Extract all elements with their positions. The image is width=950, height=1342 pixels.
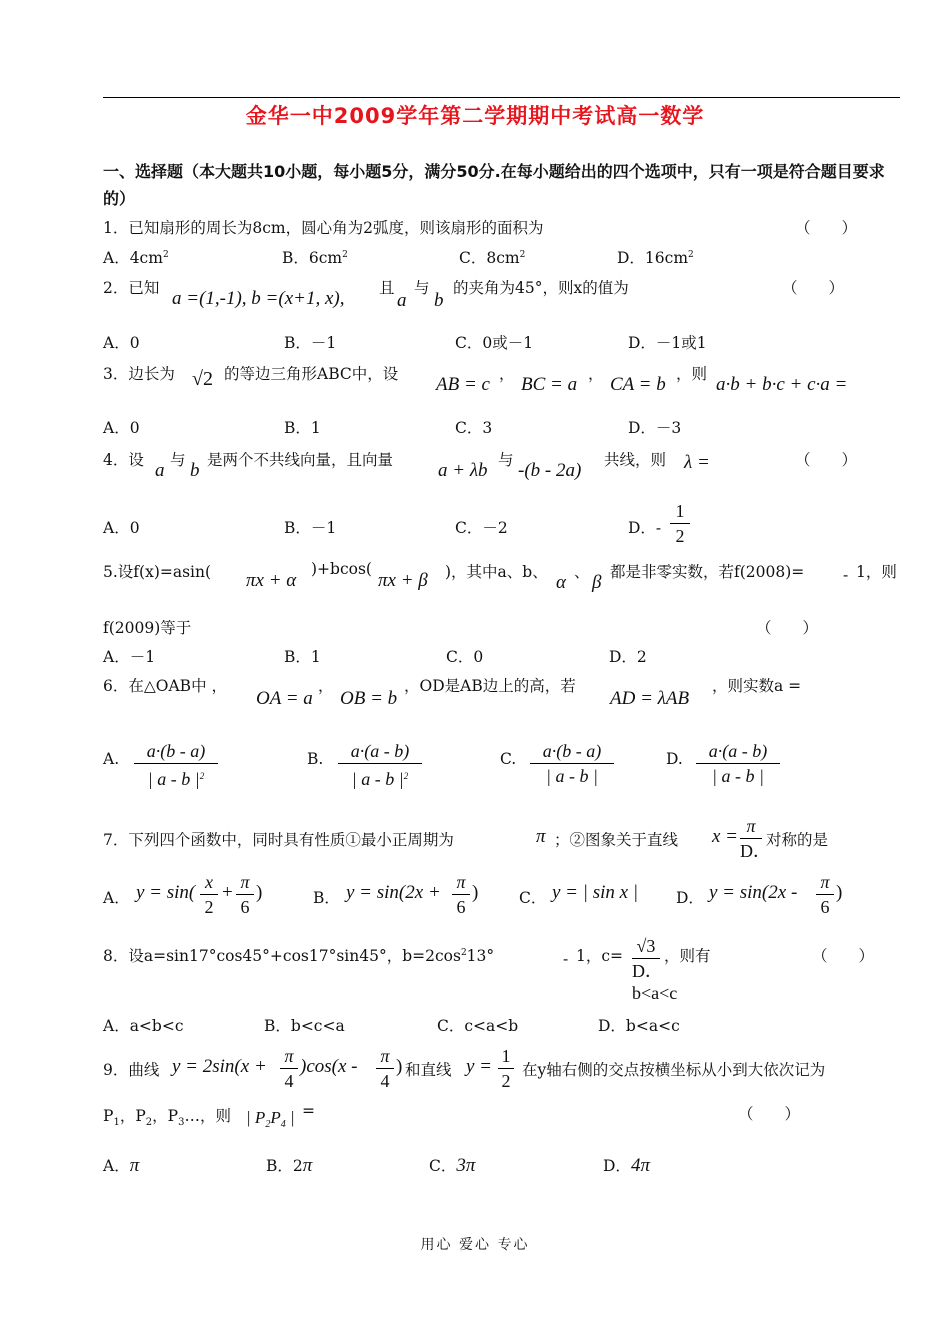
question-4-mid: 是两个不共线向量，且向量	[207, 451, 394, 469]
option-c: C．	[519, 889, 547, 907]
question-5-c: )，其中a、b、	[445, 563, 548, 581]
option-c: C．c<a<b	[437, 1017, 519, 1035]
equation-ad-lambda-ab: AD = λAB	[610, 688, 690, 709]
answer-bracket: （ ）	[738, 1105, 801, 1123]
question-8-stem: 8．设a=sin17°cos45°+cos17°sin45°，$b=2\cos^213^\circ$	[103, 947, 495, 965]
option-c: C.	[500, 750, 517, 768]
option-a-expression: y = sin(	[136, 882, 196, 903]
option-d: D．2	[609, 648, 647, 666]
question-6-post: ，则实数a =	[712, 677, 802, 695]
equals-sign: =	[302, 1102, 315, 1120]
option-d-fraction: a·(a - b) | a - b |	[696, 740, 780, 787]
line-y-equals: y =	[466, 1056, 493, 1077]
question-2-vectors: a =(1,-1), b =(x+1, x),	[172, 288, 345, 309]
comma: ，	[499, 365, 515, 383]
fraction-one-half: 1 2	[670, 500, 690, 547]
vector-a: a	[397, 290, 407, 311]
option-a: A．a<b<c	[103, 1017, 184, 1035]
comma: ，	[588, 365, 604, 383]
option-d: D．	[676, 889, 704, 907]
expression-pi-x-beta: πx + β	[378, 570, 428, 591]
question-9-mid: 和直线	[405, 1061, 452, 1079]
option-b: B.	[307, 750, 324, 768]
equation-bc-a: BC = a	[521, 374, 578, 395]
answer-bracket: （ ）	[782, 279, 845, 297]
question-7-pre: 7．下列四个函数中，同时具有性质①最小正周期为	[103, 831, 454, 849]
question-3-then: ，则	[676, 365, 708, 383]
option-b-fraction: a·(a - b) | a - b $|^2$	[338, 740, 422, 790]
equation-ab-c: AB = c	[436, 374, 490, 395]
question-7-mid: ；②图象关于直线	[554, 831, 679, 849]
expression-pi-x-alpha: πx + α	[246, 570, 297, 591]
question-4-with: 与	[170, 451, 186, 469]
equation-ca-b: CA = b	[610, 374, 666, 395]
question-4-with2: 与	[498, 451, 514, 469]
question-5-line-2: f(2009)等于	[103, 619, 192, 637]
question-5-d: 都是非零实数，若f(2008)=	[610, 563, 805, 581]
points-list: $P_1$，$P_2$，$P_3\dots$，则	[103, 1107, 231, 1128]
fraction-pi-over-6: π 6	[816, 871, 834, 918]
fraction-sqrt3-over-2: √3 D．b<a<c	[632, 936, 678, 1003]
fraction-pi-over-4: π 4	[280, 1045, 298, 1092]
question-2-with: 与	[414, 279, 430, 297]
page-title: 金华一中2009学年第二学期期中考试高一数学	[245, 104, 705, 128]
option-b: B．2π	[266, 1155, 313, 1176]
option-a: A．π	[103, 1155, 140, 1176]
answer-bracket: （ ）	[795, 219, 858, 237]
close-paren: )	[256, 882, 263, 903]
option-c: C．3	[455, 419, 493, 437]
question-6-pre: 6．在△OAB中 ，	[103, 677, 228, 695]
option-b: B．1	[284, 419, 321, 437]
expression-a-plus-lambda-b: a + λb	[438, 460, 488, 481]
option-b: B．－1	[284, 334, 337, 352]
option-a: A．0	[103, 519, 140, 537]
vector-b: b	[434, 290, 444, 311]
option-a: A．－1	[103, 648, 156, 666]
option-a: A．0	[103, 419, 140, 437]
question-5-e: 1，则	[856, 563, 897, 581]
option-b: B．$6cm^2$	[282, 249, 348, 267]
question-5-b: )+bcos(	[311, 560, 372, 578]
option-c-fraction: a·(b - a) | a - b |	[530, 740, 614, 787]
option-c: C．3π	[429, 1155, 476, 1176]
fraction-pi-over-4: π 4	[376, 1045, 394, 1092]
beta: β	[592, 572, 602, 593]
option-b: B．－1	[284, 519, 337, 537]
question-6-mid: ，OD是AB边上的高，若	[404, 677, 576, 695]
sqrt-two: √2	[192, 368, 213, 390]
alpha: α	[556, 572, 566, 593]
question-3-mid: 的等边三角形ABC中，设	[224, 365, 399, 383]
page-footer: 用心 爱心 专心	[420, 1237, 530, 1253]
answer-bracket: （ ）	[756, 619, 819, 637]
question-7-post: 对称的是	[766, 831, 829, 849]
close-paren: )	[472, 882, 479, 903]
question-4-post: 共线，则	[604, 451, 667, 469]
question-4-pre: 4．设	[103, 451, 144, 469]
cos-expression: )cos(x -	[300, 1056, 358, 1077]
separator: 、	[574, 563, 590, 581]
question-2-and: 且	[379, 279, 395, 297]
dot-product-sum: a·b + b·c + c·a =	[716, 374, 848, 395]
equation-ob-b: OB = b	[340, 688, 398, 709]
answer-bracket: （ ）	[795, 451, 858, 469]
question-8-post: ，则有	[664, 947, 711, 965]
option-d: D．－3	[628, 419, 682, 437]
option-a: A.	[103, 750, 120, 768]
comma: ，	[318, 677, 334, 695]
fraction-pi-over-6: π 6	[236, 871, 254, 918]
question-1-stem: 1．已知扇形的周长为8cm，圆心角为2弧度，则该扇形的面积为	[103, 219, 544, 237]
option-b: B．	[313, 889, 340, 907]
option-b: B．b<c<a	[264, 1017, 345, 1035]
minus-sign: -	[843, 566, 849, 584]
option-d: D．b<a<c	[598, 1017, 680, 1035]
fraction-one-half: 1 2	[498, 1045, 514, 1092]
option-d: D．－1或1	[628, 334, 707, 352]
question-9-pre: 9．曲线	[103, 1061, 160, 1079]
section-heading: 一、选择题（本大题共10小题，每小题5分，满分50分.在每小题给出的四个选项中，只有一项是符合题目要求的）	[103, 162, 885, 208]
option-c: C．$8cm^2$	[459, 249, 526, 267]
option-c-expression: y = | sin x |	[552, 882, 639, 903]
close-paren: )	[396, 1056, 403, 1077]
equation-oa-a: OA = a	[256, 688, 313, 709]
option-b: B．1	[284, 648, 321, 666]
option-c: C．0或－1	[455, 334, 534, 352]
option-c: C．－2	[455, 519, 508, 537]
option-d: D．4π	[603, 1155, 650, 1176]
fraction-pi-over-3: π D．	[740, 816, 771, 861]
option-a-fraction: a·(b - a) | a - b $|^2$	[134, 740, 218, 790]
option-a: A．0	[103, 334, 140, 352]
question-9-post: 在y轴右侧的交点按横坐标从小到大依次记为	[522, 1061, 826, 1079]
plus-sign: +	[222, 882, 233, 903]
question-3-pre: 3．边长为	[103, 365, 175, 383]
x-equals: x =	[712, 826, 739, 847]
question-2-pre: 2．已知	[103, 279, 160, 297]
lambda-equals: λ =	[684, 452, 710, 473]
fraction-x-over-2: x 2	[200, 871, 218, 918]
pi: π	[536, 826, 546, 847]
question-2-post: 的夹角为45°，则x的值为	[453, 279, 629, 297]
header-rule	[103, 97, 900, 98]
option-a: A．	[103, 889, 130, 907]
option-d: D．-	[628, 519, 662, 537]
expression-b-minus-2a: -(b - 2a)	[518, 460, 582, 481]
option-d-expression: y = sin(2x -	[709, 882, 798, 903]
curve-expression: y = 2sin(x +	[172, 1056, 267, 1077]
option-d: D.	[666, 750, 683, 768]
option-b-expression: y = sin(2x +	[346, 882, 441, 903]
question-8-c: 1，c=	[576, 947, 624, 965]
distance-p2-p4: | $P_2P_4$ |	[246, 1108, 295, 1130]
option-a: A．$4cm^2$	[103, 249, 169, 267]
minus-sign: -	[563, 950, 569, 968]
close-paren: )	[836, 882, 843, 903]
option-c: C．0	[446, 648, 484, 666]
fraction-pi-over-6: π 6	[452, 871, 470, 918]
vector-b: b	[190, 460, 200, 481]
question-5-a: 5.设f(x)=asin(	[103, 563, 212, 581]
answer-bracket: （ ）	[812, 947, 875, 965]
vector-a: a	[155, 460, 165, 481]
option-d: D．$16cm^2$	[617, 249, 694, 267]
